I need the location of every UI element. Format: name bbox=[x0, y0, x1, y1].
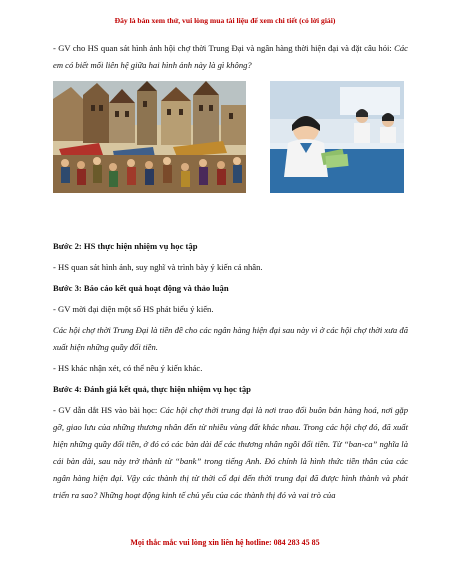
step3-line2: - HS khác nhận xét, có thể nêu ý kiến khác. bbox=[53, 363, 203, 373]
intro-question: Các em có biết mối liên hệ giữa hai hình ảnh này là gì không? bbox=[53, 43, 408, 70]
modern-bank-image bbox=[270, 81, 404, 193]
step4-paragraph: - GV dẫn dắt HS vào bài học: Các hội chợ thời trung đại là nơi trao đổi buôn bán hàng hoá, nơi gặp gỡ, giao lưu của những thương nhân đến từ nhiều vùng đất khác nhau. Trong các hội chợ đó, đã xuất hiện những quầy đổi tiền, ở đó có các bàn dài để các thương nhân ngồi đổi tiền. Từ “ban-ca” nghĩa là cái bàn dài, sau này trở thành từ “bank” trong tiếng Anh. Đó chính là hình thức tiền thân của các ngân hàng hiện đại. Vậy các thành thị từ thời cổ đại đến thời trung đại đã được hình thành và phát triển ra sao? Những hoạt động kinh tế chủ yếu của các thành thị đó và vai trò của bbox=[53, 405, 408, 500]
step4-heading: Bước 4: Đánh giá kết quả, thực hiện nhiệm vụ học tập bbox=[53, 384, 251, 394]
illustration-row bbox=[53, 81, 408, 201]
hotline-banner: Mọi thắc mắc vui lòng xin liên hệ hotline: 084 283 45 85 bbox=[130, 538, 320, 547]
step2-heading: Bước 2: HS thực hiện nhiệm vụ học tập bbox=[53, 241, 198, 251]
step4-body: Các hội chợ thời trung đại là nơi trao đổi buôn bán hàng hoá, nơi gặp gỡ, giao lưu của những thương nhân đến từ nhiều vùng đất khác nhau. Trong các hội chợ đó, đã xuất hiện những quầy đổi tiền, ở đó có các bàn dài để các thương nhân ngồi đổi tiền. Từ “ban-ca” nghĩa là cái bàn dài, sau này trở thành từ “bank” trong tiếng Anh. Đó chính là hình thức tiền thân của các ngân hàng hiện đại. Vậy các thành thị từ thời cổ đại đến thời trung đại đã được hình thành và phát triển ra sao? Những hoạt động kinh tế chủ yếu của các thành thị đó và vai trò của bbox=[53, 405, 408, 500]
document-body bbox=[53, 40, 408, 504]
step3-line1: - GV mời đại diện một số HS phát biểu ý kiến. bbox=[53, 304, 214, 314]
preview-banner: Đây là bản xem thử, vui lòng mua tài liệu để xem chi tiết (có lời giải) bbox=[114, 16, 336, 25]
step3-heading: Bước 3: Báo cáo kết quả hoạt động và thảo luận bbox=[53, 283, 229, 293]
step3-answer: Các hội chợ thời Trung Đại là tiền đề cho các ngân hàng hiện đại sau này vì ở các hội chợ thời xưa đã xuất hiện những quầy đổi tiền. bbox=[53, 325, 408, 352]
medieval-fair-image bbox=[53, 81, 246, 193]
intro-paragraph: - GV cho HS quan sát hình ảnh hội chợ thời Trung Đại và ngân hàng thời hiện đại và đặt câu hỏi: Các em có biết mối liên hệ giữa hai hình ảnh này là gì không? bbox=[53, 43, 408, 70]
step2-text: - HS quan sát hình ảnh, suy nghĩ và trình bày ý kiến cá nhân. bbox=[53, 262, 263, 272]
